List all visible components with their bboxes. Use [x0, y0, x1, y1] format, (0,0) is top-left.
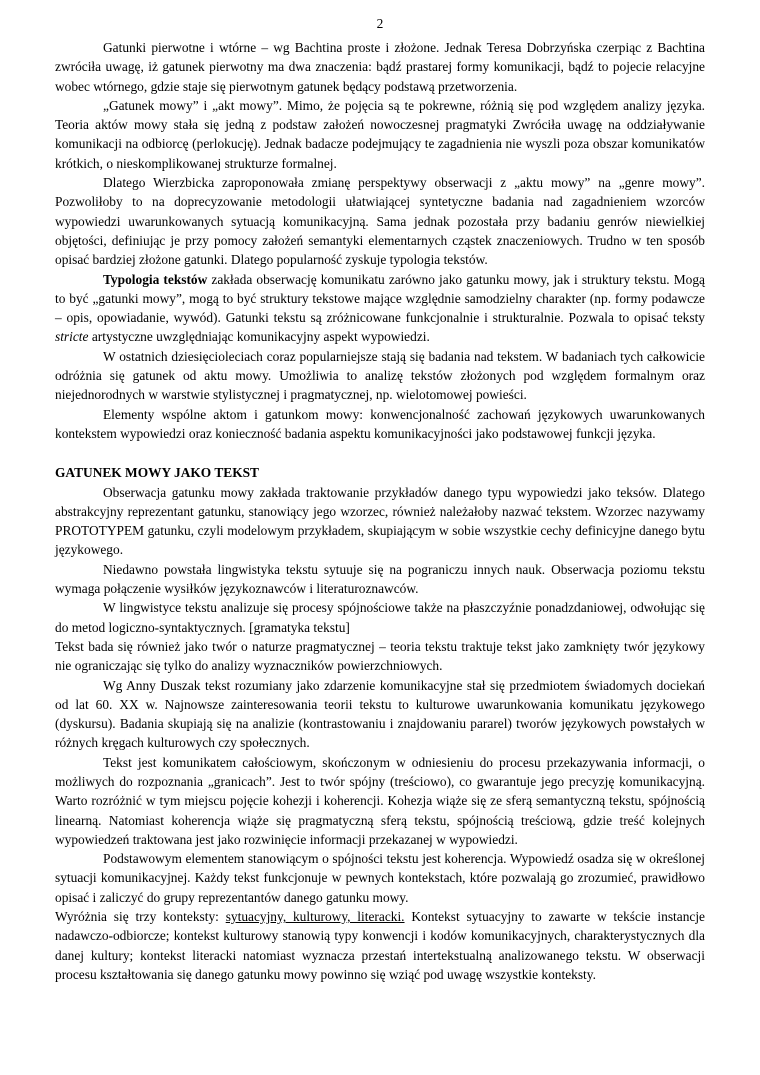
- paragraph-p2: [55, 96, 705, 173]
- text-run: Gatunki pierwotne i wtórne – wg Bachtina proste i złożone. Jednak Teresa Dobrzyńska czerpiąc z Bachtina zwróciła uwagę, iż gatunek pierwotny ma dwa znaczenia: bądź prastarej formy komunikacji, bądź to pojecie relacyjne wobec wtórnego, gdzie staje się pierwotnym gatunek będący podstawą przetworzenia.: [55, 40, 705, 94]
- styled-text: stricte: [55, 329, 89, 345]
- text-section: [55, 483, 705, 985]
- paragraph-s6: [55, 753, 705, 849]
- paragraph-p5: [55, 347, 705, 405]
- text-run: Wg Anny Duszak tekst rozumiany jako zdarzenie komunikacyjne stał się przedmiotem świadomych dociekań od lat 60. XX w. Najnowsze zainteresowania teorii tekstu to kulturowe uwarunkowania komunikatu językowego (dyskursu). Badania skupiają się na analizie (kontrastowaniu i znajdowaniu pararel) tworów językowych powstałych w różnych kręgach kulturowych czy społecznych.: [55, 677, 705, 751]
- text-run: Kontekst sytuacyjny to zawarte w tekście instancje nadawczo-odbiorcze; kontekst kulturowy stanowią typy konwencji i kodów komunikacyjnych, charakterystycznych dla danej kultury; kontekst literacki natomiast wyznacza przestań intertekstualną analizowanego tekstu. W obserwacji procesu kształtowania się danego gatunku mowy powinno się wziąć pod uwagę wszystkie konteksty.: [55, 909, 705, 982]
- paragraph-p4: [55, 270, 705, 347]
- paragraph-p3: [55, 173, 705, 269]
- styled-text: sytuacyjny, kulturowy, literacki.: [225, 909, 405, 925]
- text-run: Tekst jest komunikatem całościowym, skończonym w odniesieniu do procesu przekazywania informacji, o możliwych do rozpoznania „granicach”. Jest to twór spójny (treściowo), co gwarantuje jego precyzję komunikacyjną. Warto rozróżnić w tym miejscu pojęcie kohezji i koherencji. Kohezja wiąże się ze sferą semantyczną tekstu, spójnością linearną. Natomiast koherencja wiąże się pragmatyczną sferą tekstu, spójnością treściową, gdzie treść kolejnych wypowiedzeń traktowana jest jako rozwinięcie informacji przekazanej w wypowiedzi.: [55, 754, 705, 847]
- text-run: artystyczne uwzględniając komunikacyjny aspekt wypowiedzi.: [88, 329, 430, 345]
- paragraph-s2: [55, 560, 705, 599]
- paragraph-s1: [55, 483, 705, 560]
- paragraph-s3: [55, 598, 705, 637]
- text-run: Wyróżnia się trzy konteksty:: [55, 909, 226, 925]
- text-run: Tekst bada się również jako twór o naturze pragmatycznej – teoria tekstu traktuje tekst jako zamknięty twór językowy nie ograniczając się tylko do analizy wyznaczników powierzchniowych.: [55, 638, 705, 674]
- text-run: Podstawowym elementem stanowiącym o spójności tekstu jest koherencja. Wypowiedź osadza się w określonej sytuacji komunikacyjnej. Każdy tekst funkcjonuje w pewnych kontekstach, które pozwalają go zrozumieć, prawidłowo opisać i zaliczyć do grupy reprezentantów danego gatunku mowy.: [55, 851, 705, 905]
- text-run: Elementy wspólne aktom i gatunkom mowy: konwencjonalność zachowań językowych uwarunkowanych kontekstem wypowiedzi oraz konieczność badania aspektu komunikacyjności jako podstawowej funkcji języka.: [55, 406, 705, 441]
- section-heading: GATUNEK MOWY JAKO TEKST: [55, 465, 259, 481]
- text-run: „Gatunek mowy” i „akt mowy”. Mimo, że pojęcia są te pokrewne, różnią się pod względem analizy języka. Teoria aktów mowy stała się jedną z podstaw założeń nowoczesnej pragmatyki Zwróciła uwagę na oddziaływanie komunikacji na odbiorcę (perlokucję). Jednak badacze podejmujący te zagadnienia nie wyszli poza obszar komunikatów krótkich, o nieskomplikowanej strukturze formalnej.: [55, 97, 705, 171]
- text-run: Dlatego Wierzbicka zaproponowała zmianę perspektywy obserwacji z „aktu mowy” na „genre mowy”. Pozwoliłoby to na doprecyzowanie metodologii ułatwiającej syntetyczne badania nad zagadnieniem wzorców wypowiedzi uwarunkowanych sytuacją komunikacyjną. Sama jednak pozostała przy badaniu genrów niewielkiej objętości, definiując je przy pomocy założeń semantyki elementarnych cząstek znaczeniowych. Trudno w ten sposób opisać bardziej złożone gatunki. Dlatego popularność zyskuje typologia tekstów.: [55, 175, 705, 268]
- paragraph-s8: [55, 907, 705, 984]
- paragraph-p6: [55, 405, 705, 444]
- paragraph-s5: [55, 676, 705, 753]
- intro-section: [55, 38, 705, 443]
- styled-text: Typologia tekstów: [103, 271, 208, 287]
- paragraph-p1: [55, 38, 705, 96]
- document-body: [55, 38, 705, 984]
- text-run: Obserwacja gatunku mowy zakłada traktowanie przykładów danego typu wypowiedzi jako teksów. Dlatego abstrakcyjny reprezentant gatunku, stanowiący jego wzorzec, również należałoby nazwać tekstem. Wzorzec nazywamy PROTOTYPEM gatunku, czyli modelowym przykładem, skupiającym w sobie wszystkie cechy definicyjne danego bytu językowego.: [55, 484, 705, 558]
- paragraph-s4: [55, 637, 705, 676]
- paragraph-s7: [55, 849, 705, 907]
- text-run: W lingwistyce tekstu analizuje się procesy spójnościowe także na płaszczyźnie ponadzdaniowej, odwołując się do metod logiczno-syntaktycznych. [gramatyka tekstu]: [55, 600, 705, 635]
- text-run: zakłada obserwację komunikatu zarówno jako gatunku mowy, jak i struktury tekstu. Mogą to być „gatunki mowy”, mogą to być struktury tekstowe mające względnie samodzielny charakter (np. formy podawcze – opis, opowiadanie, wywód). Gatunki tekstu są zróżnicowane funkcjonalnie i strukturalnie. Pozwala to opisać teksty: [55, 271, 705, 326]
- text-run: Niedawno powstała lingwistyka tekstu sytuuje się na pograniczu innych nauk. Obserwacja poziomu tekstu wymaga połączenie wysiłków językoznawców i literaturoznawców.: [55, 561, 705, 597]
- text-run: W ostatnich dziesięcioleciach coraz popularniejsze stają się badania nad tekstem. W badaniach tych całkowicie odróżnia się gatunek od aktu mowy. Umożliwia to analizę tekstów złożonych pod względem formalnym oraz niejednorodnych w warstwie stylistycznej i pragmatycznej, np. wielotomowej powieści.: [55, 348, 705, 403]
- page-number: 2: [376, 16, 384, 31]
